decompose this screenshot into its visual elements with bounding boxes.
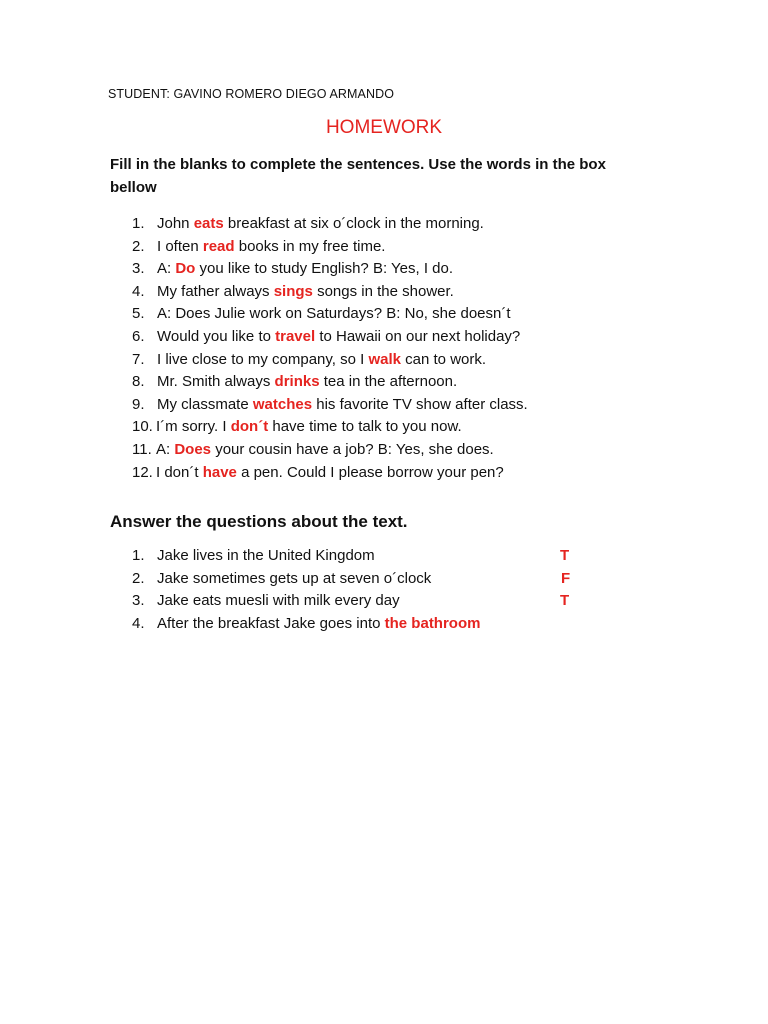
- list-item: 12. I don´t have a pen. Could I please borrow your pen?: [132, 463, 504, 481]
- answer-word: read: [202, 237, 235, 255]
- true-false-answer: F: [561, 569, 571, 587]
- list-item: 9. My classmate watches his favorite TV show after class.: [132, 395, 528, 413]
- answer-word: walk: [368, 350, 401, 368]
- list-item: 10. I´m sorry. I don´t have time to talk to you now.: [132, 418, 462, 436]
- list-item: 4. My father always sings songs in the shower.: [132, 282, 454, 300]
- answer-word: Does: [174, 440, 212, 458]
- answer-word: Do: [175, 260, 196, 278]
- student-name: STUDENT: GAVINO ROMERO DIEGO ARMANDO: [108, 87, 395, 101]
- list-item: 3. A: Do you like to study English? B: Yes, I do.: [132, 260, 454, 278]
- list-item: 1. Jake lives in the United Kingdom T: [110, 545, 480, 568]
- answer-word: have: [202, 463, 237, 481]
- answer-word: travel: [275, 327, 316, 345]
- section-heading: Answer the questions about the text.: [110, 512, 408, 531]
- questions-list: [110, 545, 571, 635]
- true-false-answer: T: [560, 592, 570, 610]
- answer-word: watches: [252, 395, 313, 413]
- answer-word: eats: [193, 215, 224, 232]
- list-item: 11. A: Does your cousin have a job? B: Yes, she does.: [132, 440, 494, 458]
- answer-word: don´t: [230, 418, 269, 436]
- list-item: 7. I live close to my company, so I walk can to work.: [132, 350, 487, 368]
- list-item: 6. Would you like to travel to Hawaii on our next holiday?: [132, 327, 521, 345]
- true-false-answer: T: [560, 547, 570, 564]
- page-title: HOMEWORK: [325, 117, 443, 138]
- list-item: 4. After the breakfast Jake goes into the bathroom: [132, 614, 481, 632]
- answer-word: sings: [273, 282, 313, 300]
- instructions: Fill in the blanks to complete the sentences. Use the words in the box bellow: [110, 156, 606, 196]
- fill-in-list: [110, 213, 528, 484]
- list-item: 5. A: Does Julie work on Saturdays? B: No, she doesn´t: [132, 305, 511, 323]
- list-item: 2. I often read books in my free time.: [132, 237, 386, 255]
- list-item: 8. Mr. Smith always drinks tea in the afternoon.: [132, 373, 458, 391]
- answer-word: the bathroom: [384, 614, 481, 632]
- answer-word: drinks: [274, 373, 320, 391]
- list-item: 1. John eats breakfast at six o´clock in the morning.: [132, 215, 484, 232]
- list-item: 3. Jake eats muesli with milk every day T: [110, 590, 480, 613]
- list-item: 2. Jake sometimes gets up at seven o´clock F: [110, 568, 480, 591]
